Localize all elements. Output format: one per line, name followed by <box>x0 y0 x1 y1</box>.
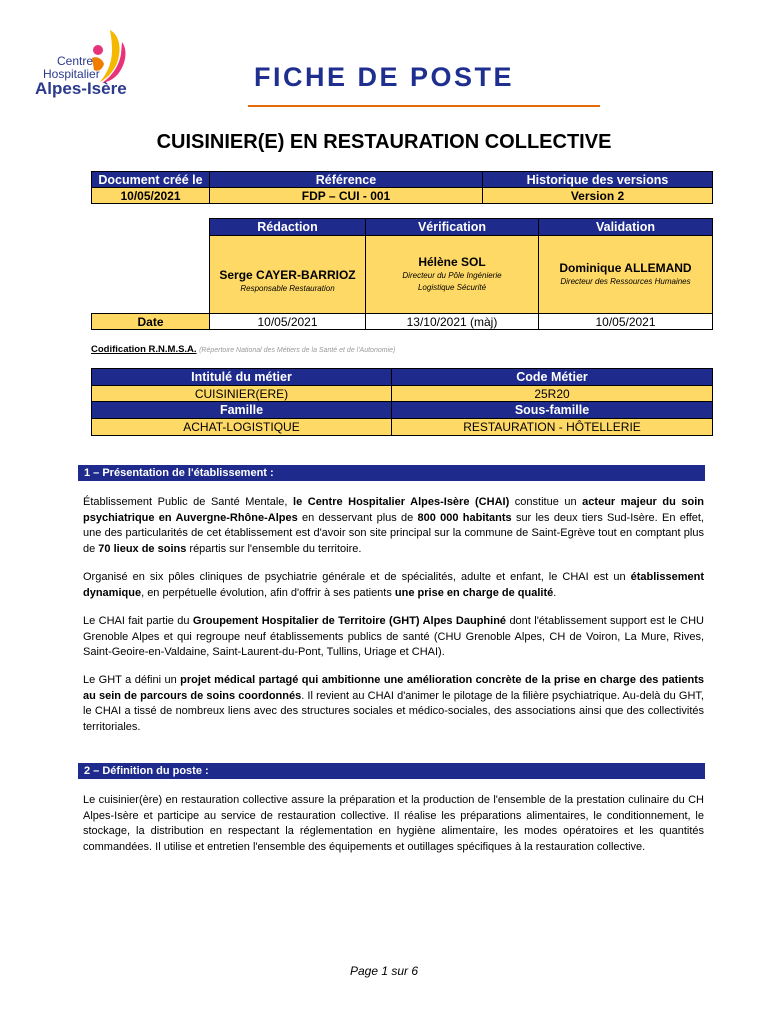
validation-name: Dominique ALLEMAND <box>559 261 692 275</box>
redaction-name: Serge CAYER-BARRIOZ <box>219 268 356 282</box>
section-2-header: 2 – Définition du poste : <box>78 763 705 779</box>
code-metier-header: Code Métier <box>392 369 713 386</box>
title-underline <box>248 105 600 107</box>
intitule-value: CUISINIER(ERE) <box>92 386 392 402</box>
verification-role-line2: Logistique Sécurité <box>417 283 487 292</box>
validation-cell <box>539 236 713 314</box>
verification-cell <box>366 236 539 314</box>
version-value: Version 2 <box>483 188 713 204</box>
metier-table <box>91 368 713 436</box>
codification-note: (Répertoire National des Métiers de la Santé et de l'Autonomie) <box>199 347 396 354</box>
reference-header: Référence <box>210 172 483 188</box>
document-info-table <box>91 171 713 204</box>
section-1-header: 1 – Présentation de l'établissement : <box>78 465 705 481</box>
section-1-paragraph-3: Le CHAI fait partie du Groupement Hospitalier de Territoire (GHT) Alpes Dauphiné dont l'établissement support est le CHU Grenoble Alpes et qui regroupe neuf établissements publics de santé (CHU Grenoble Alpes, CH de Voiron, La Mure, Rives, Saint-Geoire-en-Valdaine, Saint-Laurent-du-Pont, Tullins, Uriage et CHAI). <box>83 615 704 659</box>
verification-role-line1: Directeur du Pôle Ingénierie <box>402 271 502 280</box>
version-history-header: Historique des versions <box>483 172 713 188</box>
date-label: Date <box>92 314 210 330</box>
section-1-paragraph-1: Établissement Public de Santé Mentale, le Centre Hospitalier Alpes-Isère (CHAI) constitue un acteur majeur du soin psychiatrique en Auvergne-Rhône-Alpes en desservant plus de 800 000 habitants sur les deux tiers Sud-Isère. En effet, une des particularités de cet établissement est d'avoir son site principal sur la commune de Saint-Egrève tout en comptant plus de 70 lieux de soins répartis sur l'ensemble du territoire. <box>83 496 704 555</box>
intitule-header: Intitulé du métier <box>92 369 392 386</box>
page-number: Page 1 sur 6 <box>349 964 419 978</box>
logo-line-1: Centre <box>57 54 94 68</box>
redaction-header: Rédaction <box>210 219 366 236</box>
logo-line-2: Hospitalier <box>43 67 100 81</box>
codification-label: Codification R.N.M.S.A. <box>91 344 197 355</box>
validation-header: Validation <box>539 219 713 236</box>
redaction-cell <box>210 236 366 314</box>
sous-famille-value: RESTAURATION - HÔTELLERIE <box>392 419 713 436</box>
doc-created-value: 10/05/2021 <box>92 188 210 204</box>
document-title: FICHE DE POSTE <box>253 62 515 92</box>
doc-created-header: Document créé le <box>92 172 210 188</box>
validation-role: Directeur des Ressources Humaines <box>560 277 691 286</box>
section-1-paragraph-4: Le GHT a défini un projet médical partagé qui ambitionne une amélioration concrète de la prise en charge des patients au sein de parcours de soins coordonnés. Il revient au CHAI d'animer le pilotage de la filière psychiatrique. Au-delà du GHT, le CHAI a tissé de nombreux liens avec des structures sociales et médico-sociales, des associations ainsi que des collectivités territoriales. <box>83 674 705 733</box>
job-title: CUISINIER(E) EN RESTAURATION COLLECTIVE <box>156 131 612 153</box>
section-1-paragraph-2: Organisé en six pôles cliniques de psychiatrie générale et de spécialités, adulte et enfant, le CHAI est un établissement dynamique, en perpétuelle évolution, afin d'offrir à ses patients une prise en charge de qualité. <box>83 571 704 599</box>
section-2-paragraph-1: Le cuisinier(ère) en restauration collective assure la préparation et la production de l'ensemble de la prestation culinaire du CH Alpes-Isère et participe au service de restauration collective. Il réalise les préparations alimentaires, le conditionnement, le stockage, la distribution en respectant la réglementation en hygiène alimentaire, les modes opératoires et les quantités commandées. Il utilise et entretien l'ensemble des équipements et outillages spécifiques à la restauration collective. <box>83 794 704 853</box>
famille-value: ACHAT-LOGISTIQUE <box>92 419 392 436</box>
verification-date: 13/10/2021 (màj) <box>366 314 539 330</box>
logo-line-3: Alpes-Isère <box>35 79 127 98</box>
approval-spacer <box>92 236 210 314</box>
verification-name: Hélène SOL <box>418 255 486 269</box>
approval-corner <box>92 219 210 236</box>
verification-header: Vérification <box>366 219 539 236</box>
famille-header: Famille <box>92 402 392 419</box>
code-metier-value: 25R20 <box>392 386 713 402</box>
reference-value: FDP – CUI - 001 <box>210 188 483 204</box>
redaction-date: 10/05/2021 <box>210 314 366 330</box>
codification-line <box>91 344 395 355</box>
redaction-role: Responsable Restauration <box>240 284 335 293</box>
approval-table <box>91 218 713 330</box>
sous-famille-header: Sous-famille <box>392 402 713 419</box>
validation-date: 10/05/2021 <box>539 314 713 330</box>
